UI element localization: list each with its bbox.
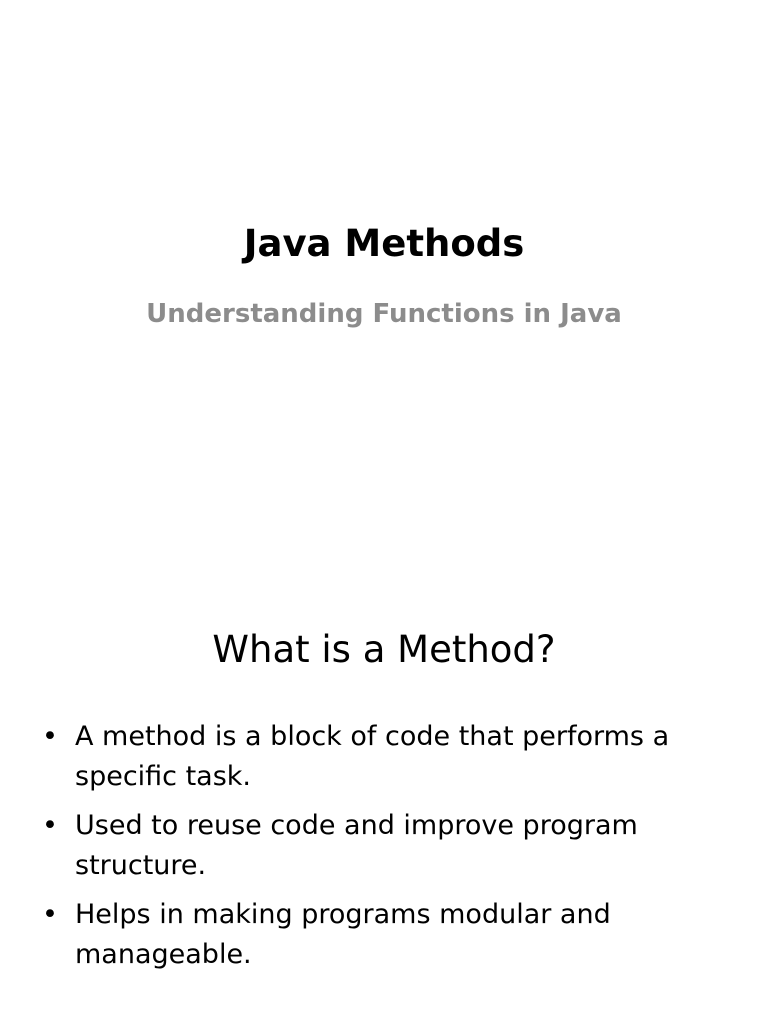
slide-title: Java Methods: [243, 222, 525, 265]
bullet-list: [40, 717, 730, 984]
slide-heading: What is a Method?: [212, 628, 556, 671]
bullet-icon: •: [42, 721, 58, 752]
bullet-item: [40, 806, 730, 886]
bullet-icon: •: [42, 810, 58, 841]
bullet-text: Helps in making programs modular and manageable.: [75, 899, 611, 970]
content-slide: [0, 512, 768, 1024]
bullet-item: [40, 717, 730, 797]
bullet-icon: •: [42, 899, 58, 930]
bullet-text: A method is a block of code that performs a specific task.: [75, 721, 670, 792]
slide-subtitle: Understanding Functions in Java: [146, 299, 622, 329]
bullet-text: Used to reuse code and improve program structure.: [75, 810, 638, 881]
bullet-item: [40, 895, 730, 975]
